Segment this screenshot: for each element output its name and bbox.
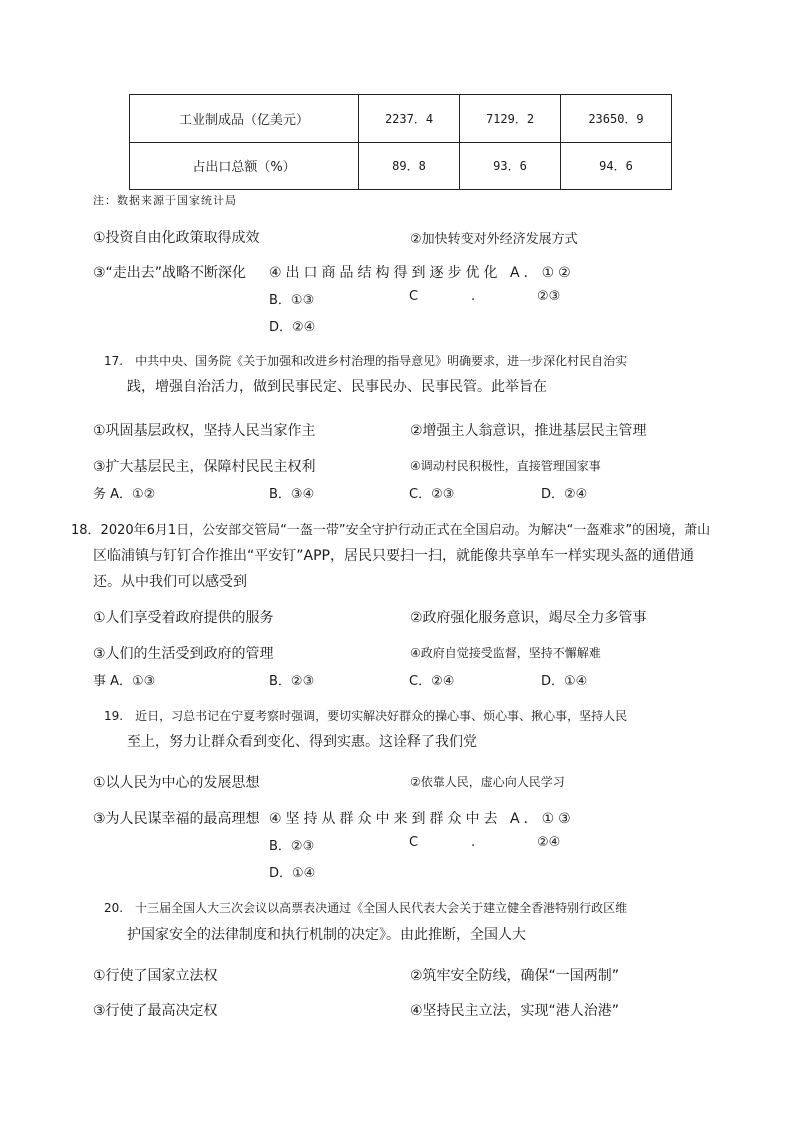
- q17-stem-line-2: 践，增强自治活力，做到民事民定、民事民办、民事民管。此举旨在: [127, 379, 547, 395]
- q19-answer-c: C: [409, 835, 419, 850]
- q18-option-4: ④政府自觉接受监督，坚持不懈解难: [410, 646, 601, 660]
- table-cell: 94．6: [561, 142, 672, 190]
- q18-answer-d: D．①④: [541, 674, 588, 689]
- q18-stem-line-2: 区临浦镇与钉钉合作推出“平安钉”APP，居民只要扫一扫，就能像共享单车一样实现头盔的通借通: [93, 548, 694, 564]
- q16-answer-b: B．①③: [269, 293, 315, 308]
- q19-answer-c-dot: .: [471, 835, 476, 850]
- table-cell: 89．8: [359, 142, 460, 190]
- q19-option-4: ④坚持从群众中来到群众中去 A．①③: [269, 811, 575, 827]
- table-cell: 93．6: [460, 142, 561, 190]
- q20-stem-line-1: 20. 十三届全国人大三次会议以高票表决通过《全国人民代表大会关于建立健全香港特别行政区维: [104, 901, 628, 915]
- q17-answer-a: 务 A．①②: [93, 487, 156, 502]
- q19-answer-c-value: ②④: [537, 835, 561, 850]
- q17-option-3: ③扩大基层民主，保障村民民主权利: [93, 459, 316, 475]
- table-cell: 23650．9: [561, 95, 672, 143]
- q16-option-1: ①投资自由化政策取得成效: [93, 230, 260, 246]
- q16-answer-c-dot: .: [471, 289, 476, 304]
- table-row: [130, 95, 672, 143]
- q18-option-1: ①人们享受着政府提供的服务: [93, 610, 274, 626]
- table-cell-label: 占出口总额（%）: [130, 142, 359, 190]
- q19-option-3: ③为人民谋幸福的最高理想: [93, 811, 260, 827]
- q17-answer-b: B．③④: [269, 487, 315, 502]
- q17-answer-d: D．②④: [541, 487, 588, 502]
- data-table: [129, 94, 672, 190]
- q20-stem-line-2: 护国家安全的法律制度和执行机制的决定》。由此推断，全国人大: [127, 927, 526, 943]
- q16-option-2: ②加快转变对外经济发展方式: [410, 232, 578, 247]
- q19-option-2: ②依靠人民，虚心向人民学习: [410, 775, 565, 789]
- q18-stem-line-1: 18．2020年6月1日，公安部交管局“一盔一带”安全守护行动正式在全国启动。为解决“一盔难求”的困境，萧山: [71, 523, 711, 538]
- table-cell: 2237．4: [359, 95, 460, 143]
- q19-stem-line-1: 19. 近日，习总书记在宁夏考察时强调，要切实解决好群众的操心事、烦心事、揪心事，坚持人民: [104, 709, 628, 723]
- q17-option-1: ①巩固基层政权，坚持人民当家作主: [93, 423, 316, 439]
- table-cell-label: 工业制成品（亿美元）: [130, 95, 359, 143]
- q20-option-1: ①行使了国家立法权: [93, 968, 218, 984]
- q19-option-1: ①以人民为中心的发展思想: [93, 775, 260, 791]
- q17-option-4: ④调动村民积极性，直接管理国家事: [410, 459, 601, 473]
- q16-answer-d: D．②④: [269, 320, 316, 335]
- q18-option-3: ③人们的生活受到政府的管理: [93, 646, 274, 662]
- q20-option-3: ③行使了最高决定权: [93, 1003, 218, 1019]
- q16-answer-c-value: ②③: [537, 289, 561, 304]
- q16-answer-c: C: [409, 289, 419, 304]
- table-note: 注：数据来源于国家统计局: [93, 194, 237, 207]
- q19-answer-d: D．①④: [269, 866, 316, 881]
- q18-answer-c: C．②④: [409, 674, 455, 689]
- q16-option-4: ④出口商品结构得到逐步优化 A．①②: [269, 265, 575, 281]
- q18-answer-a: 事 A．①③: [93, 674, 156, 689]
- q18-answer-b: B．②③: [269, 674, 315, 689]
- q17-stem-line-1: 17. 中共中央、国务院《关于加强和改进乡村治理的指导意见》明确要求，进一步深化村民自治实: [104, 354, 628, 368]
- q18-stem-line-3: 还。从中我们可以感受到: [93, 574, 247, 590]
- table-row: [130, 142, 672, 190]
- q17-answer-c: C．②③: [409, 487, 455, 502]
- q16-option-3: ③“走出去”战略不断深化: [93, 265, 247, 281]
- q20-option-4: ④坚持民主立法，实现“港人治港”: [410, 1003, 620, 1019]
- q19-stem-line-2: 至上，努力让群众看到变化、得到实惠。这诠释了我们党: [127, 734, 477, 750]
- q18-option-2: ②政府强化服务意识，竭尽全力多管事: [410, 610, 647, 626]
- q17-option-2: ②增强主人翁意识，推进基层民主管理: [410, 423, 647, 439]
- q19-answer-b: B．②③: [269, 839, 315, 854]
- table-cell: 7129．2: [460, 95, 561, 143]
- q20-option-2: ②筑牢安全防线，确保“一国两制”: [410, 968, 620, 984]
